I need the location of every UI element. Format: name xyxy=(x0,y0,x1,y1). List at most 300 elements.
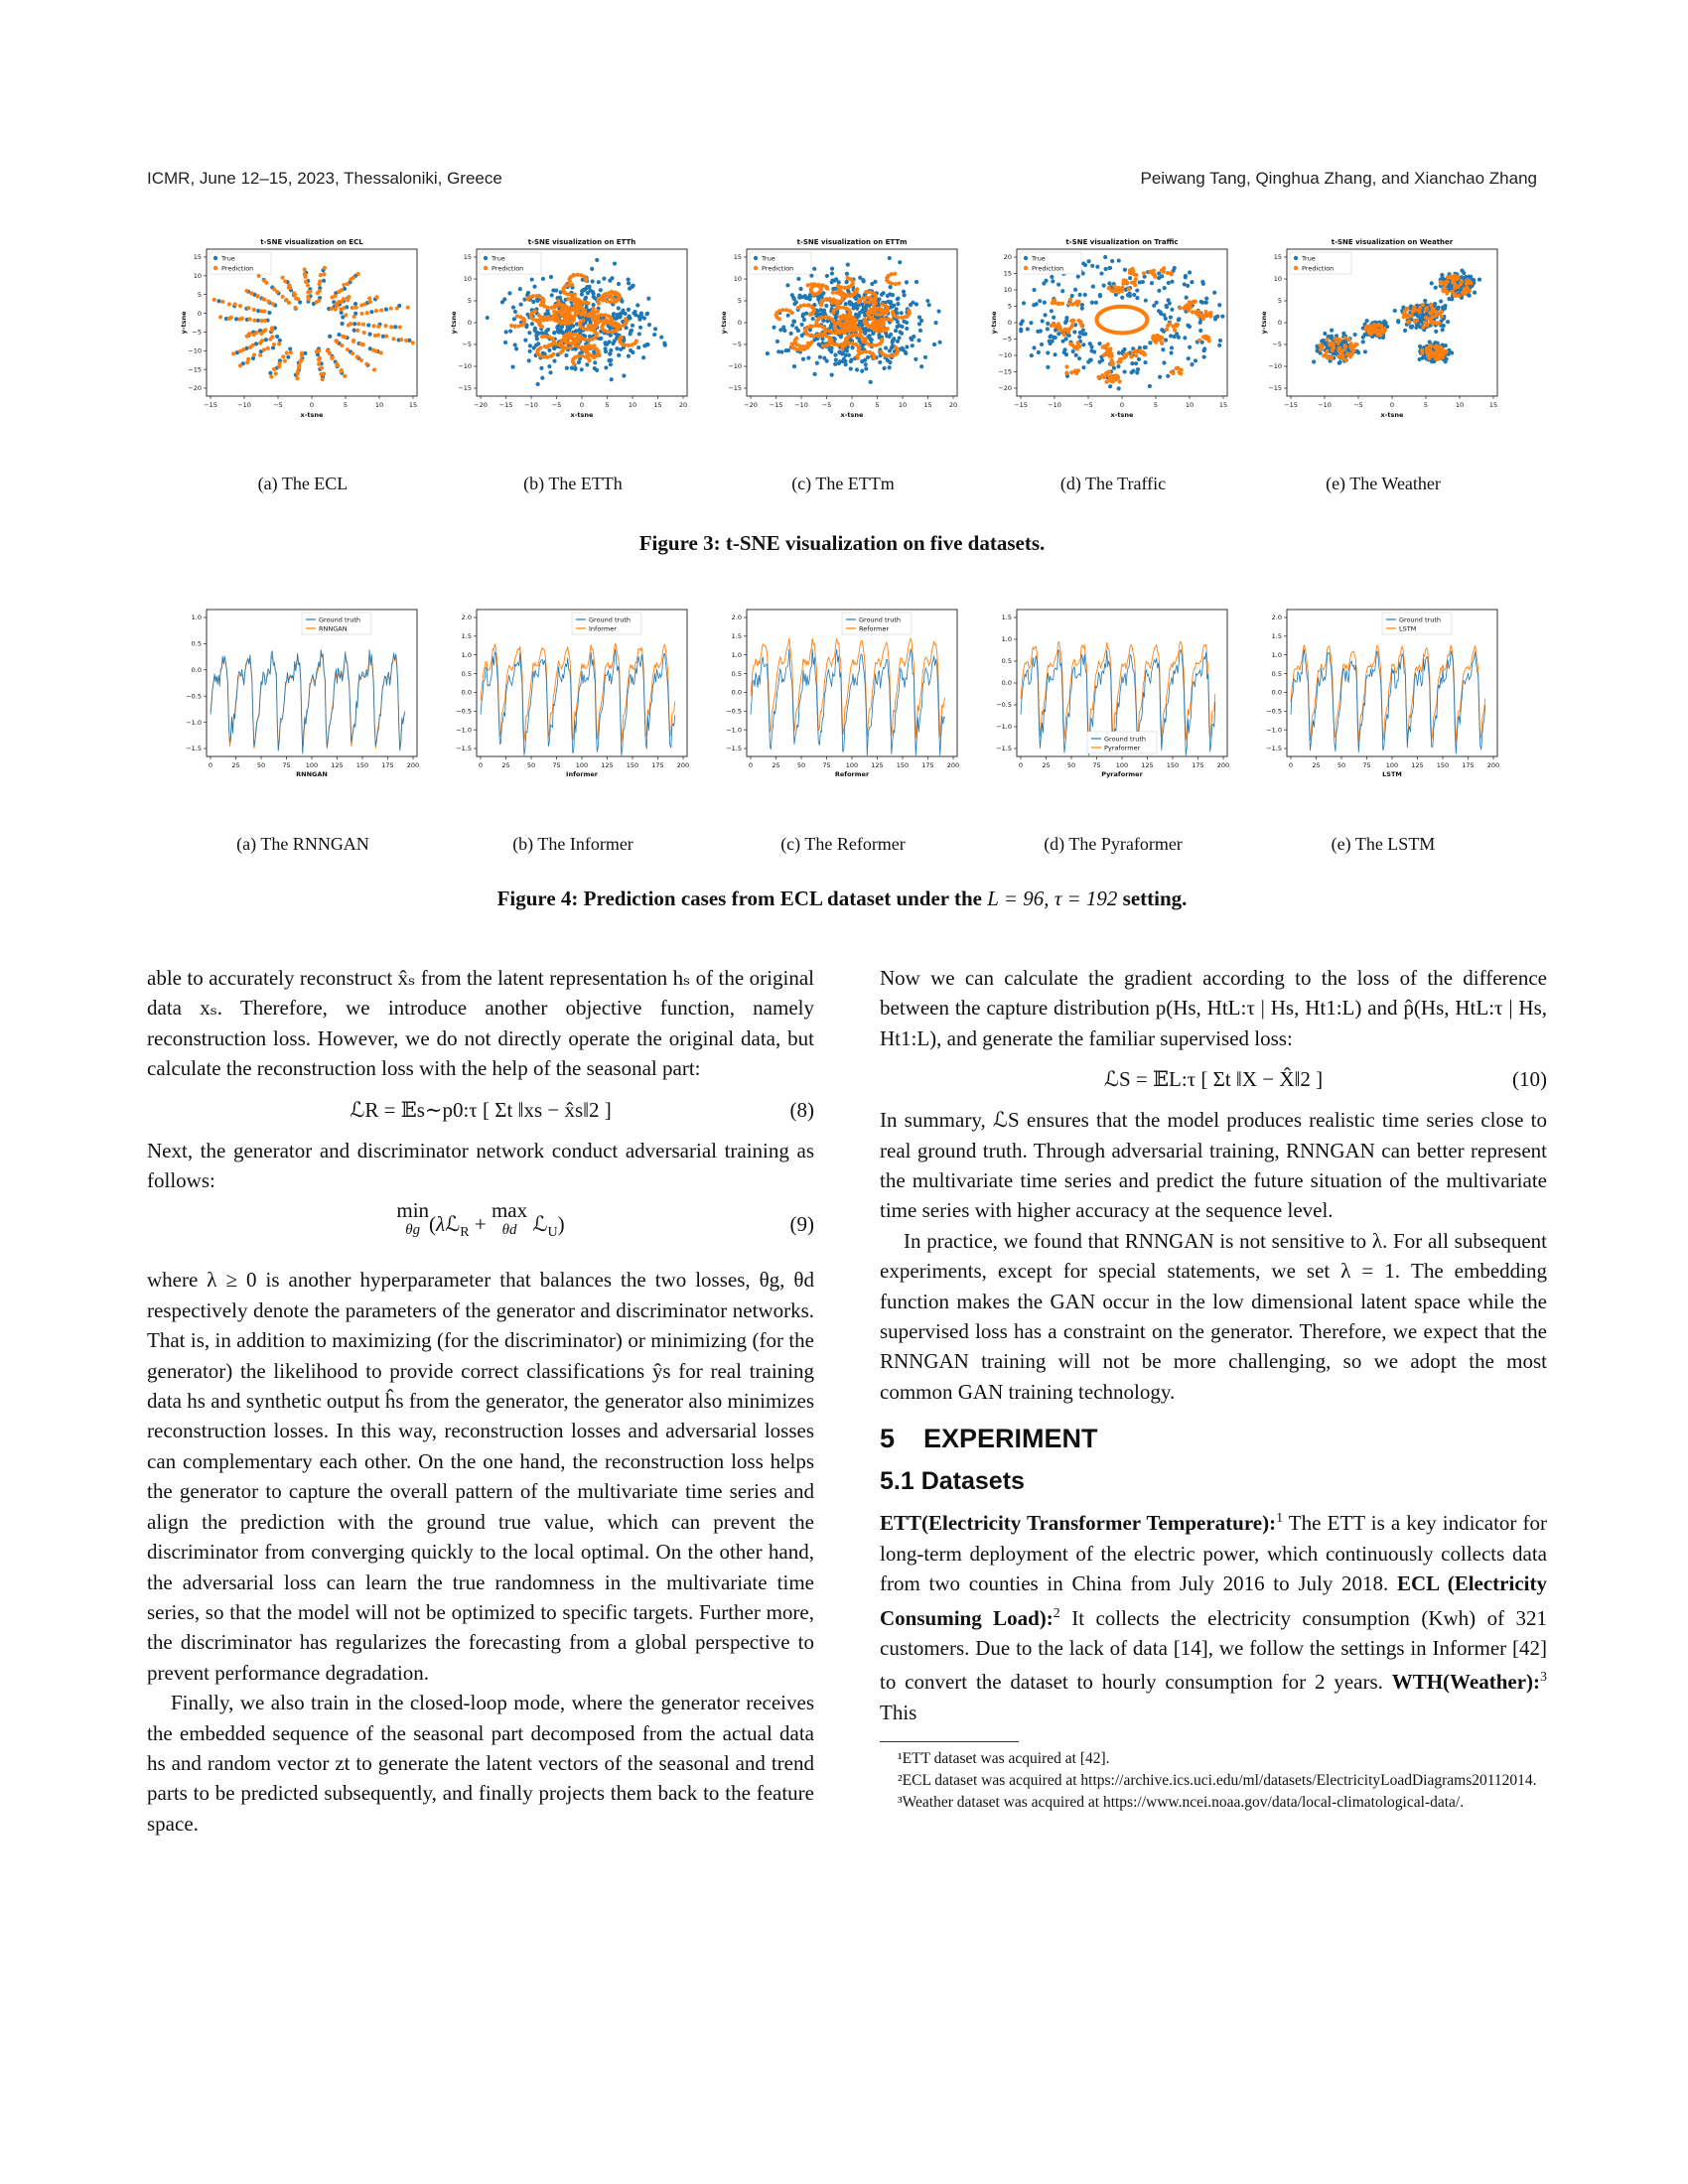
fig3-0-prediction-point xyxy=(249,291,253,295)
fig3-3-true-point xyxy=(1184,274,1188,278)
fig3-4-true-point xyxy=(1423,299,1427,303)
fig4-1-x-tick-label: 200 xyxy=(676,761,690,769)
fig3-0-true-point xyxy=(340,322,344,326)
fig3-0-prediction-point xyxy=(362,331,366,335)
fig4-2-y-tick-label: 0.5 xyxy=(731,669,742,678)
fig3-4-prediction-point xyxy=(1423,308,1427,312)
fig3-1-true-point xyxy=(604,349,608,353)
fig3-1-x-tick-label: 10 xyxy=(628,401,637,409)
fig3-3-true-point xyxy=(1148,341,1152,344)
fig3-1-legend-true-label: True xyxy=(492,254,505,263)
fig3-0-prediction-point xyxy=(303,267,307,271)
fig3-4-prediction-point xyxy=(1370,330,1374,334)
fig3-3-true-point xyxy=(1051,279,1055,283)
footnote-2: ²ECL dataset was acquired at https://archive.ics.uci.edu/ml/datasets/ElectricityLoadDiagrams20112014. xyxy=(898,1772,1537,1790)
fig3-3-true-point xyxy=(1117,350,1121,354)
fig3-1-true-point xyxy=(591,303,595,307)
fig3-2-true-point xyxy=(936,309,940,313)
fig3-0-prediction-point xyxy=(300,353,304,357)
fig3-1-true-point xyxy=(531,300,535,304)
fig3-0-y-tick-label: 15 xyxy=(193,253,202,262)
fig3-2-true-point xyxy=(850,357,854,361)
fig3-1-x-tick-label: 0 xyxy=(579,401,585,409)
fig3-2-true-point xyxy=(914,302,918,306)
fig3-4-prediction-point xyxy=(1319,347,1323,351)
fig3-0-prediction-point xyxy=(306,283,310,287)
fig4-0-y-tick-label: −0.5 xyxy=(186,692,202,701)
fig3-3-true-point xyxy=(1108,384,1112,388)
fig3-3-prediction-point xyxy=(1138,349,1142,353)
fig3-0-prediction-point xyxy=(355,329,359,333)
fig3-2-true-point xyxy=(864,362,868,366)
fig3-0-prediction-point xyxy=(354,306,358,310)
fig3-3-true-point xyxy=(1035,302,1039,306)
fig3-3-prediction-point xyxy=(1191,301,1195,305)
fig3-0-true-point xyxy=(328,335,332,339)
fig3-1-true-point xyxy=(503,341,507,344)
fig3-0-prediction-point xyxy=(272,367,276,371)
fig3-3-true-point xyxy=(1046,350,1050,354)
fig3-3-prediction-point xyxy=(1204,335,1208,339)
fig3-3-true-point xyxy=(1041,319,1045,323)
datasets-paragraph xyxy=(880,1504,1547,1727)
fig3-3-true-point xyxy=(1102,284,1106,288)
fig3-2-prediction-point xyxy=(897,281,901,285)
fig3-1-prediction-point xyxy=(586,301,590,305)
fig3-4-prediction-point xyxy=(1347,353,1351,357)
fig3-0-prediction-point xyxy=(342,306,346,310)
fig4-3-y-tick-label: −1.0 xyxy=(996,723,1012,732)
fig3-0-prediction-point xyxy=(283,279,287,283)
fig3-0-prediction-point xyxy=(352,315,356,319)
fig3-1-true-point xyxy=(593,296,597,300)
fig3-3-legend-prediction-label: Prediction xyxy=(1032,264,1064,273)
fig3-2-true-point xyxy=(905,327,909,331)
fig3-subcaption-weather: (e) The Weather xyxy=(1326,474,1441,493)
fig4-1-x-tick-label: 150 xyxy=(626,761,639,769)
fig3-3-prediction-point xyxy=(1173,328,1177,332)
fig3-0-prediction-point xyxy=(356,272,360,276)
fig3-2-true-point xyxy=(834,358,838,362)
fig3-2-true-point xyxy=(890,305,894,309)
fig3-2-true-point xyxy=(868,338,872,341)
fig3-2-true-point xyxy=(822,356,826,360)
fig3-3-true-point xyxy=(1204,297,1208,301)
fig3-2-prediction-point xyxy=(847,341,851,345)
fig3-4-y-tick-label: 10 xyxy=(1273,275,1282,284)
fig3-1-y-tick-label: −10 xyxy=(458,362,472,371)
fig3-1-true-point xyxy=(554,288,558,292)
fig3-0-true-point xyxy=(268,371,272,375)
fig3-3-x-tick-label: 0 xyxy=(1119,401,1125,409)
fig3-0-prediction-point xyxy=(355,355,359,359)
fig3-1-true-point xyxy=(523,339,527,342)
fig3-3-prediction-point xyxy=(1109,374,1113,378)
fig3-3-true-point xyxy=(1173,266,1177,270)
fig4-4-y-tick-label: −0.5 xyxy=(1266,707,1282,716)
fig3-1-prediction-point xyxy=(566,336,570,340)
fig4-2-x-tick-label: 100 xyxy=(845,761,859,769)
fig3-2-prediction-point xyxy=(861,296,865,300)
fig3-1-prediction-point xyxy=(569,293,573,297)
fig3-3-prediction-point xyxy=(1064,371,1068,375)
fig3-2-true-point xyxy=(786,314,790,318)
fig3-1-true-point xyxy=(612,312,616,316)
fig4-1-y-tick-label: 1.0 xyxy=(461,650,472,659)
fig3-2-prediction-point xyxy=(841,314,845,318)
running-header-left: ICMR, June 12–15, 2023, Thessaloniki, Greece xyxy=(147,169,502,188)
fig3-2-prediction-point xyxy=(825,287,829,291)
fig3-0-prediction-point xyxy=(323,266,327,270)
fig3-3-prediction-point xyxy=(1051,301,1055,305)
fig3-0-prediction-point xyxy=(343,335,347,339)
fig3-0-prediction-point xyxy=(303,272,307,276)
fig3-4-x-tick-label: −5 xyxy=(1353,401,1363,409)
fig3-2-true-point xyxy=(905,321,909,325)
fig3-1-prediction-point xyxy=(554,341,558,345)
fig3-1-true-point xyxy=(610,377,614,381)
fig3-0-prediction-point xyxy=(218,315,222,319)
fig3-2-true-point xyxy=(888,256,892,260)
ett-label: ETT(Electricity Transformer Temperature): xyxy=(880,1511,1277,1536)
fig3-1-true-point xyxy=(624,312,628,316)
fig3-2-y-tick-label: −5 xyxy=(732,341,742,349)
fig3-2-true-point xyxy=(794,326,798,330)
fig3-1-true-point xyxy=(599,288,603,292)
fig3-4-prediction-point xyxy=(1379,333,1383,337)
fig3-2-true-point xyxy=(792,364,796,368)
fig3-2-prediction-point xyxy=(811,334,815,338)
fig4-panel-pyraformer xyxy=(989,594,1237,852)
fig3-1-true-point xyxy=(570,366,574,370)
fig3-1-prediction-point xyxy=(601,327,605,331)
fig4-panel-reformer xyxy=(719,594,967,852)
fig3-1-prediction-point xyxy=(561,320,565,324)
fig4-1-x-tick-label: 50 xyxy=(526,761,536,769)
fig3-1-true-point xyxy=(607,358,611,362)
fig3-3-true-point xyxy=(1164,339,1168,342)
fig3-0-prediction-point xyxy=(319,372,323,376)
fig3-4-prediction-point xyxy=(1437,322,1441,326)
fig3-4-x-axis-label: x-tsne xyxy=(1380,411,1404,419)
equation-9-body: min θg (λℒ$_R$ + max θd ℒ$_U$) xyxy=(396,1198,565,1241)
fig4-4-x-tick-label: 175 xyxy=(1462,761,1475,769)
fig4-4-y-tick-label: −1.5 xyxy=(1266,745,1282,753)
fig3-1-true-point xyxy=(486,316,490,320)
fig3-1-true-point xyxy=(605,342,609,346)
fig3-1-true-point xyxy=(526,291,530,295)
tsne-chart-ecl xyxy=(179,233,427,432)
fig3-4-prediction-point xyxy=(1430,315,1434,319)
fig3-1-true-point xyxy=(508,329,512,333)
fig3-3-true-point xyxy=(1037,350,1041,354)
fig4-3-x-tick-label: 50 xyxy=(1066,761,1076,769)
fig3-1-true-point xyxy=(627,281,631,285)
fig3-4-x-tick-label: 0 xyxy=(1389,401,1395,409)
fig3-3-y-tick-label: 10 xyxy=(1003,286,1012,295)
fig3-3-true-point xyxy=(1052,316,1055,320)
fig3-2-true-point xyxy=(845,280,849,284)
fig3-0-prediction-point xyxy=(365,311,369,315)
fig3-2-true-point xyxy=(830,271,834,275)
fig3-1-true-point xyxy=(595,258,599,262)
fig3-panel-ecl xyxy=(179,233,427,491)
fig3-0-prediction-point xyxy=(333,294,337,298)
equation-8-body: ℒR = 𝔼s∼p0:τ [ Σt ‖xs − x̂s‖2 ] xyxy=(350,1097,612,1122)
fig4-0-x-tick-label: 125 xyxy=(331,761,344,769)
fig3-4-prediction-point xyxy=(1450,290,1454,294)
fig3-1-true-point xyxy=(550,293,554,297)
fig3-0-prediction-point xyxy=(231,351,235,355)
fig3-0-x-tick-label: −5 xyxy=(273,401,283,409)
fig3-0-prediction-point xyxy=(255,294,259,298)
fig3-3-true-point xyxy=(1074,353,1078,357)
fig3-0-prediction-point xyxy=(280,295,284,299)
fig3-3-true-point xyxy=(1043,301,1047,305)
fig3-4-true-point xyxy=(1440,273,1444,277)
fig3-0-prediction-point xyxy=(398,325,402,329)
fig3-1-true-point xyxy=(613,261,617,265)
fig3-0-prediction-point xyxy=(352,339,355,342)
fig3-0-true-point xyxy=(267,311,271,315)
fig3-1-prediction-point xyxy=(538,345,542,349)
fig3-1-true-point xyxy=(544,329,548,333)
fig3-1-prediction-point xyxy=(566,283,570,287)
fig3-2-prediction-point xyxy=(870,325,874,329)
fig3-1-true-point xyxy=(619,347,623,351)
fig3-4-true-point xyxy=(1447,297,1451,301)
fig3-4-true-point xyxy=(1441,305,1445,309)
fig3-2-prediction-point xyxy=(828,297,832,301)
fig3-3-legend-true-marker xyxy=(1024,256,1028,260)
fig3-2-prediction-point xyxy=(801,344,805,348)
fig3-1-prediction-point xyxy=(540,335,544,339)
fig3-2-true-point xyxy=(811,317,815,321)
wth-label: WTH(Weather): xyxy=(1391,1670,1540,1695)
fig3-1-true-point xyxy=(628,287,632,291)
fig3-2-true-point xyxy=(864,366,868,370)
fig3-0-prediction-point xyxy=(340,288,344,292)
fig3-4-true-point xyxy=(1330,329,1334,333)
fig3-4-y-tick-label: −15 xyxy=(1268,384,1282,393)
fig3-0-true-point xyxy=(322,279,326,283)
fig3-2-true-point xyxy=(846,263,850,267)
fig3-4-prediction-point xyxy=(1406,320,1410,324)
right-paragraph-3: In practice, we found that RNNGAN is not sensitive to λ. For all subsequent experiments, except for special statements, we set λ = 1. The embedding function makes the GAN occur in the low dimensional latent space while the supervised loss has a constraint on the generator. Therefore, we expect that the RNNGAN training will not be more challenging, so we adopt the most common GAN training technology. xyxy=(880,1228,1547,1404)
fig3-3-y-tick-label: −15 xyxy=(998,367,1012,376)
fig3-3-true-point xyxy=(1143,360,1147,364)
fig3-3-true-point xyxy=(1202,346,1206,350)
fig3-2-prediction-point xyxy=(882,309,886,313)
fig3-3-true-point xyxy=(1080,303,1084,307)
fig4-3-x-tick-label: 25 xyxy=(1042,761,1051,769)
fig3-1-true-point xyxy=(530,322,534,326)
section-5-number: 5 xyxy=(880,1424,896,1454)
fig3-0-prediction-point xyxy=(212,298,216,302)
fig3-3-prediction-point xyxy=(1068,298,1072,302)
fig3-2-prediction-point xyxy=(892,353,896,357)
fig3-1-true-point xyxy=(593,366,597,370)
fig3-3-true-point xyxy=(1117,386,1121,390)
fig3-4-x-tick-label: −15 xyxy=(1284,401,1298,409)
fig3-1-true-point xyxy=(510,365,514,369)
fig3-3-true-point xyxy=(1194,358,1197,362)
fig3-3-true-point xyxy=(1083,293,1087,297)
fig3-1-prediction-point xyxy=(509,324,513,328)
fig3-3-true-point xyxy=(1144,345,1148,349)
fig3-0-prediction-point xyxy=(238,317,242,321)
fig4-4-x-tick-label: 75 xyxy=(1362,761,1371,769)
fig3-2-prediction-point xyxy=(813,324,817,328)
fig3-2-true-point xyxy=(822,311,826,315)
fig3-3-true-point xyxy=(1072,330,1076,334)
fig4-0-y-tick-label: 0.0 xyxy=(191,666,202,674)
fig4-3-y-tick-label: −0.5 xyxy=(996,701,1012,710)
fig4-2-x-tick-label: 200 xyxy=(946,761,960,769)
fig3-0-prediction-point xyxy=(335,340,339,343)
fig3-0-true-point xyxy=(384,308,388,312)
fig3-1-true-point xyxy=(644,312,648,316)
fig3-2-x-tick-label: 10 xyxy=(898,401,908,409)
fig3-3-true-point xyxy=(1046,365,1050,369)
fig3-1-y-tick-label: −5 xyxy=(462,341,472,349)
fig4-2-y-tick-label: 2.0 xyxy=(731,614,742,622)
fig3-2-true-point xyxy=(848,301,852,305)
fig3-4-true-point xyxy=(1337,361,1341,365)
fig4-1-legend-model-label: Informer xyxy=(589,624,617,633)
fig3-3-true-point xyxy=(1158,375,1162,379)
fig3-1-prediction-point xyxy=(588,345,592,349)
fig3-1-true-point xyxy=(620,311,624,315)
fig3-3-prediction-point xyxy=(1160,341,1164,344)
fig3-4-prediction-point xyxy=(1421,325,1425,329)
fig3-0-prediction-point xyxy=(287,283,291,287)
equation-9-number: (9) xyxy=(789,1212,814,1237)
fig3-1-true-point xyxy=(590,267,594,271)
fig4-panel-lstm xyxy=(1259,594,1507,852)
fig3-0-prediction-point xyxy=(376,334,380,338)
fig3-3-true-point xyxy=(1077,335,1081,339)
fig3-1-prediction-point xyxy=(600,295,604,299)
fig3-2-true-point xyxy=(784,348,788,352)
fig3-0-prediction-point xyxy=(374,349,378,353)
fig3-0-prediction-point xyxy=(308,290,312,294)
fig3-1-prediction-point xyxy=(531,294,535,298)
fig3-1-x-tick-label: 15 xyxy=(653,401,662,409)
fig3-3-true-point xyxy=(1097,341,1101,345)
fig4-3-x-axis-label: Pyraformer xyxy=(1101,770,1143,778)
fig3-4-prediction-point xyxy=(1343,336,1347,340)
fig3-2-prediction-point xyxy=(876,307,880,311)
fig3-1-true-point xyxy=(627,354,631,358)
fig3-3-y-tick-label: −10 xyxy=(998,351,1012,360)
fig3-2-true-point xyxy=(849,366,853,370)
prediction-chart-lstm xyxy=(1259,594,1507,792)
fig3-1-prediction-point xyxy=(610,330,614,334)
fig3-4-x-tick-label: 5 xyxy=(1423,401,1429,409)
figure-4 xyxy=(179,594,1509,852)
fig3-1-y-tick-label: 0 xyxy=(467,319,472,328)
fig3-2-prediction-point xyxy=(798,304,802,308)
fig3-2-prediction-point xyxy=(815,334,819,338)
fig3-1-prediction-point xyxy=(575,273,579,277)
fig3-0-true-point xyxy=(366,323,370,327)
fig3-0-prediction-point xyxy=(258,341,262,344)
fig4-subcaption-reformer: (c) The Reformer xyxy=(780,834,906,854)
fig3-3-prediction-point xyxy=(1069,319,1073,323)
fig3-3-x-tick-label: 10 xyxy=(1185,401,1195,409)
fig3-2-prediction-point xyxy=(863,300,867,304)
fig3-1-prediction-point xyxy=(566,297,570,301)
fig3-1-true-point xyxy=(631,324,634,328)
fig4-3-x-tick-label: 150 xyxy=(1166,761,1180,769)
fig3-3-x-tick-label: 15 xyxy=(1218,401,1228,409)
fig3-1-prediction-point xyxy=(627,343,631,347)
fig3-4-prediction-point xyxy=(1441,352,1445,356)
fig4-0-legend-gt-label: Ground truth xyxy=(319,615,360,624)
fig3-3-prediction-point xyxy=(1207,339,1211,342)
fig3-4-x-tick-label: 10 xyxy=(1455,401,1465,409)
fig3-3-prediction-point xyxy=(1123,352,1127,356)
fig3-1-true-point xyxy=(636,345,640,349)
fig3-2-prediction-point xyxy=(856,348,860,352)
fig3-1-y-tick-label: 5 xyxy=(467,297,472,306)
fig3-1-true-point xyxy=(627,308,631,312)
fig3-0-legend-true-label: True xyxy=(221,254,235,263)
fig3-4-prediction-point xyxy=(1428,312,1432,316)
fig3-4-prediction-point xyxy=(1325,349,1329,353)
fig3-2-prediction-point xyxy=(879,350,883,354)
fig4-0-y-tick-label: 1.0 xyxy=(191,614,202,622)
right-paragraph-1: Now we can calculate the gradient according to the loss of the difference between the capture distribution p(Hs, HtL:τ | Hs, Ht1:L) and p̂(Hs, HtL:τ | Hs, Ht1:L), and generate the familiar supervised loss: xyxy=(880,966,1547,1050)
fig3-1-true-point xyxy=(653,327,657,331)
fig3-1-y-axis-label: y-tsne xyxy=(450,311,458,335)
fig3-0-true-point xyxy=(288,346,292,350)
fig4-4-y-tick-label: 2.0 xyxy=(1271,614,1282,622)
fig3-4-prediction-point xyxy=(1435,357,1439,361)
fig3-3-prediction-point xyxy=(1064,364,1068,368)
fig3-3-prediction-point xyxy=(1079,324,1083,328)
fig3-0-y-tick-label: −20 xyxy=(188,384,202,393)
fig3-3-true-point xyxy=(1161,347,1165,351)
fig3-0-prediction-point xyxy=(372,367,376,371)
fig3-1-true-point xyxy=(534,334,538,338)
fig3-4-true-point xyxy=(1464,275,1468,279)
fig3-0-legend-prediction-label: Prediction xyxy=(221,264,254,273)
fig3-1-prediction-point xyxy=(573,341,577,344)
fig3-3-true-point xyxy=(1135,296,1139,300)
fig3-3-true-point xyxy=(1081,365,1085,369)
fig3-4-y-tick-label: 5 xyxy=(1277,297,1282,306)
fig3-2-true-point xyxy=(806,355,810,359)
fig3-1-prediction-point xyxy=(538,319,542,323)
fig3-0-prediction-point xyxy=(245,335,249,339)
fig3-1-true-point xyxy=(532,285,536,289)
fig3-1-prediction-point xyxy=(515,314,519,318)
fig3-1-prediction-point xyxy=(573,293,577,297)
fig3-4-prediction-point xyxy=(1420,348,1424,352)
footnote-3: ³Weather dataset was acquired at https://www.ncei.noaa.gov/data/local-climatological-data/. xyxy=(898,1794,1465,1812)
fig4-1-x-tick-label: 175 xyxy=(651,761,664,769)
fig3-2-true-point xyxy=(904,351,908,355)
fig3-2-true-point xyxy=(818,355,822,359)
fig3-1-legend-true-marker xyxy=(484,256,488,260)
fig3-3-true-point xyxy=(1030,353,1034,357)
fig4-3-y-tick-label: 0.0 xyxy=(1001,679,1012,688)
fig3-4-prediction-point xyxy=(1331,348,1335,352)
fig3-0-true-point xyxy=(337,333,341,337)
fig3-1-true-point xyxy=(573,366,577,370)
